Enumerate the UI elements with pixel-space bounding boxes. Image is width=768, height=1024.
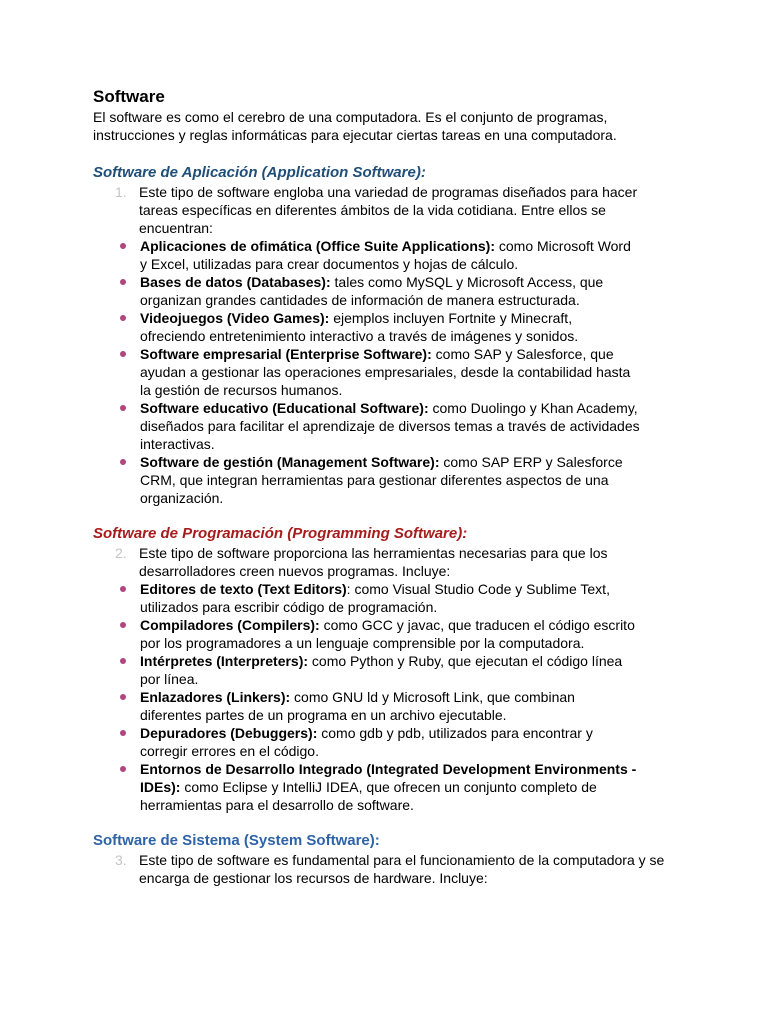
item-description: como SAP y Salesforce, que ayudan a gestionar las operaciones empresariales, desde la contabilidad hasta la gestión de recursos humanos.: [140, 346, 631, 398]
item-description: ejemplos incluyen Fortnite y Minecraft, ofreciendo entretenimiento interactivo a través de imágenes y sonidos.: [140, 310, 579, 344]
bullet-dot-icon: [120, 279, 126, 285]
bullet-dot-icon: [120, 658, 126, 664]
document-title: Software: [93, 87, 165, 106]
list-item: [140, 273, 640, 309]
bullet-dot-icon: [120, 243, 126, 249]
item-description: : como Visual Studio Code y Sublime Text, utilizados para escribir código de programación.: [140, 581, 610, 615]
item-description: como GCC y javac, que traducen el código escrito por los programadores a un lenguaje comprensible por la computadora.: [140, 617, 635, 651]
item-term: Bases de datos (Databases):: [140, 274, 331, 290]
bullet-dot-icon: [120, 766, 126, 772]
list-item: [140, 345, 640, 399]
item-description: tales como MySQL y Microsoft Access, que organizan grandes cantidades de información de manera estructurada.: [140, 274, 604, 308]
bullet-dot-icon: [120, 351, 126, 357]
bullet-dot-icon: [120, 586, 126, 592]
item-term: Editores de texto (Text Editors): [140, 581, 347, 597]
item-description: como Microsoft Word y Excel, utilizadas para crear documentos y hojas de cálculo.: [140, 238, 631, 272]
item-term: Compiladores (Compilers):: [140, 617, 320, 633]
numbered-item-3: [93, 851, 688, 887]
bullet-dot-icon: [120, 694, 126, 700]
section-heading-application: Software de Aplicación (Application Software):: [93, 164, 426, 181]
section-paragraph: Este tipo de software proporciona las herramientas necesarias para que los desarrolladores creen nuevos programas. Incluye:: [139, 545, 608, 579]
section-heading-system: Software de Sistema (System Software):: [93, 832, 380, 849]
item-description: como Duolingo y Khan Academy, diseñados para facilitar el aprendizaje de diversos temas a través de actividades interactivas.: [140, 400, 640, 452]
bullet-list: [93, 580, 688, 814]
section-system-software: [93, 831, 688, 887]
list-item: [140, 309, 640, 345]
bullet-dot-icon: [120, 405, 126, 411]
item-description: como GNU ld y Microsoft Link, que combinan diferentes partes de un programa en un archivo ejecutable.: [140, 689, 575, 723]
item-description: como Eclipse y IntelliJ IDEA, que ofrecen un conjunto completo de herramientas para el desarrollo de software.: [140, 779, 597, 813]
section-application-software: [93, 163, 688, 507]
bullet-list: [93, 237, 688, 507]
list-item: [140, 399, 640, 453]
list-number: 1.: [115, 184, 127, 200]
section-programming-software: [93, 524, 688, 814]
numbered-item-1: [93, 183, 688, 237]
list-item: [140, 652, 640, 688]
section-paragraph: Este tipo de software engloba una variedad de programas diseñados para hacer tareas específicas en diferentes ámbitos de la vida cotidiana. Entre ellos se encuentran:: [139, 184, 638, 236]
item-term: Enlazadores (Linkers):: [140, 689, 291, 705]
item-term: Intérpretes (Interpreters):: [140, 653, 309, 669]
numbered-item-2: [93, 544, 688, 580]
section-paragraph: Este tipo de software es fundamental para el funcionamiento de la computadora y se encarga de gestionar los recursos de hardware. Incluye:: [139, 852, 665, 886]
item-term: Depuradores (Debuggers):: [140, 725, 318, 741]
list-item: [140, 724, 640, 760]
list-item: [140, 453, 640, 507]
intro-paragraph: El software es como el cerebro de una computadora. Es el conjunto de programas, instrucciones y reglas informáticas para ejecutar ciertas tareas en una computadora.: [93, 109, 617, 143]
list-number: 2.: [115, 545, 127, 561]
item-term: Aplicaciones de ofimática (Office Suite Applications):: [140, 238, 495, 254]
list-item: [140, 616, 640, 652]
list-item: [140, 580, 640, 616]
section-heading-programming: Software de Programación (Programming Software):: [93, 525, 468, 542]
list-item: [140, 760, 640, 814]
list-item: [140, 237, 640, 273]
item-term: Videojuegos (Video Games):: [140, 310, 330, 326]
item-term: Entornos de Desarrollo Integrado (Integrated Development Environments - IDEs):: [140, 761, 637, 795]
item-description: como Python y Ruby, que ejecutan el código línea por línea.: [140, 653, 623, 687]
list-number: 3.: [115, 852, 127, 868]
bullet-dot-icon: [120, 315, 126, 321]
bullet-dot-icon: [120, 622, 126, 628]
bullet-dot-icon: [120, 459, 126, 465]
item-term: Software de gestión (Management Software):: [140, 454, 440, 470]
item-description: como SAP ERP y Salesforce CRM, que integran herramientas para gestionar diferentes aspectos de una organización.: [140, 454, 623, 506]
item-term: Software educativo (Educational Software):: [140, 400, 429, 416]
bullet-dot-icon: [120, 730, 126, 736]
item-description: como gdb y pdb, utilizados para encontrar y corregir errores en el código.: [140, 725, 593, 759]
list-item: [140, 688, 640, 724]
item-term: Software empresarial (Enterprise Software):: [140, 346, 432, 362]
